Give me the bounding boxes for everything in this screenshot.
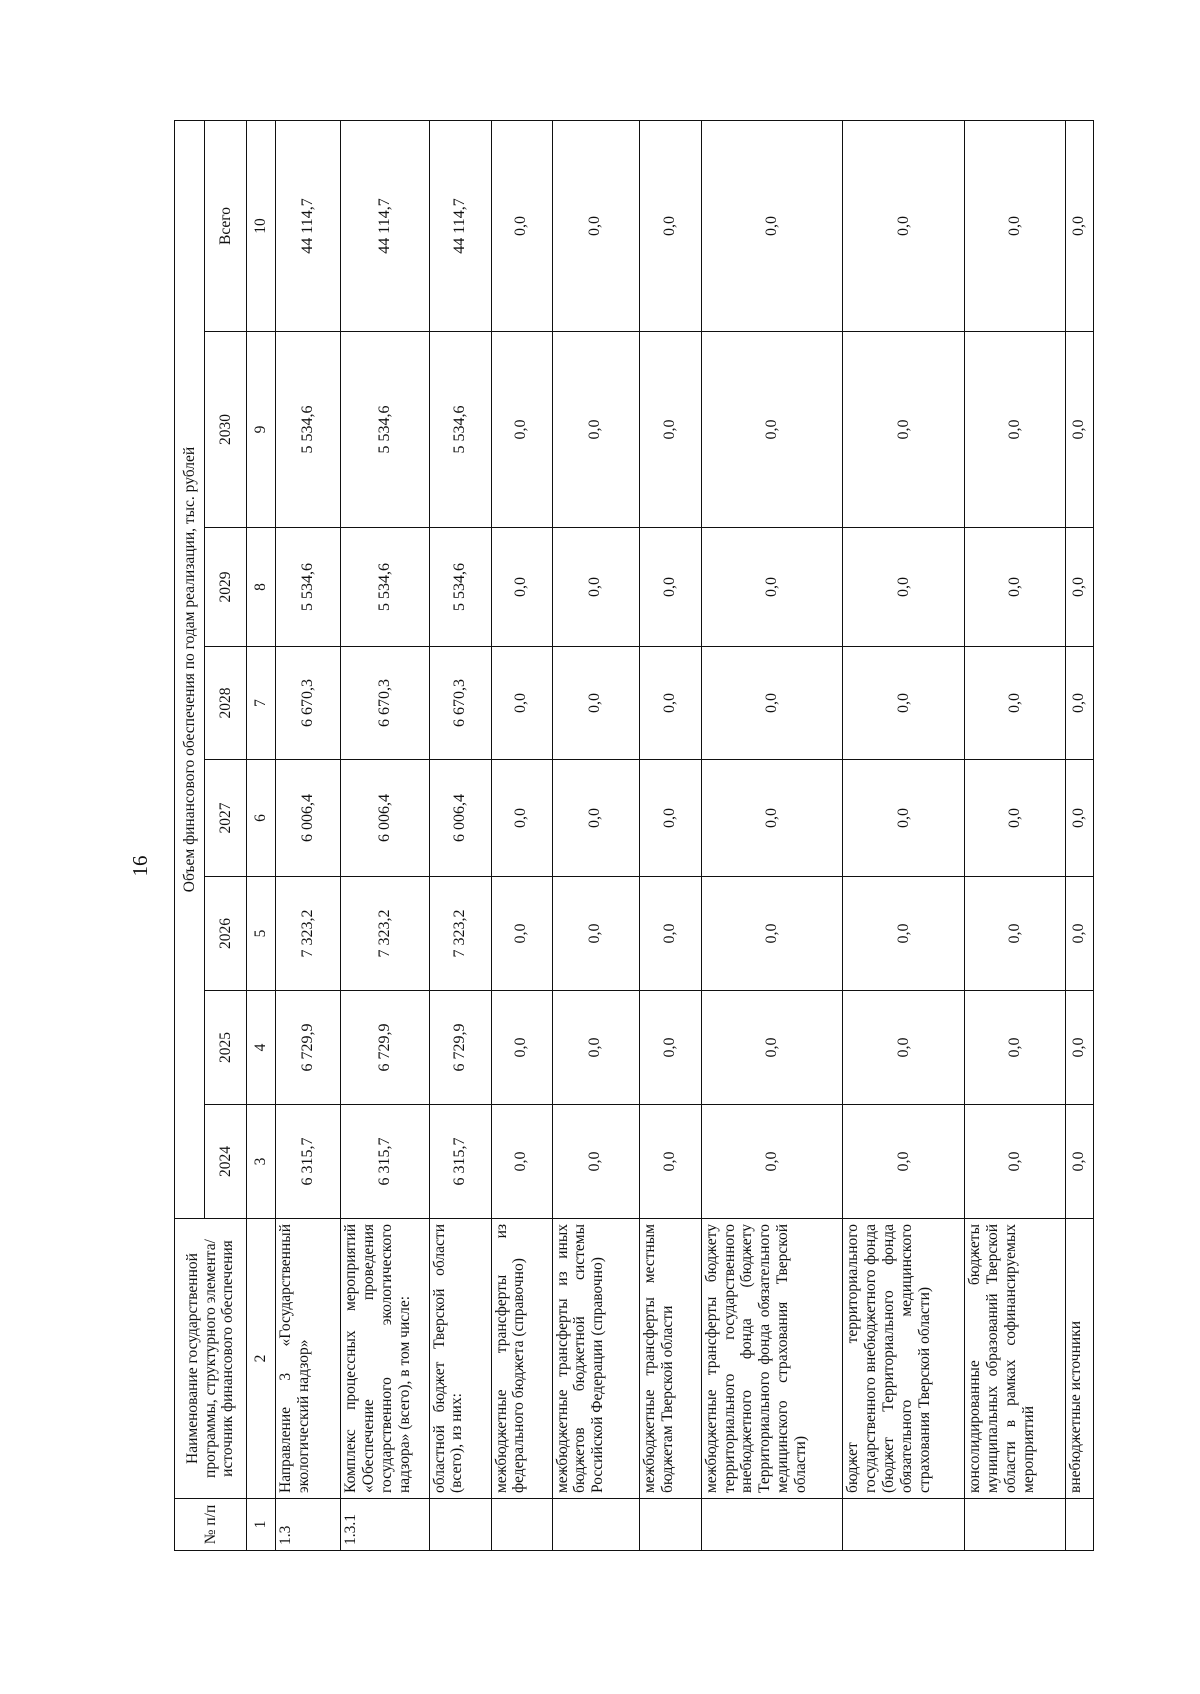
cell-value: 5 534,6: [429, 332, 491, 528]
cell-value: 0,0: [552, 528, 639, 647]
header-year: 2025: [205, 991, 247, 1105]
row-name: Комплекс процессных мероприятий «Обеспечение проведения государственного экологического надзора» (всего), в том числе:: [341, 1219, 429, 1499]
row-name: Направление 3 «Государственный экологический надзор»: [276, 1219, 341, 1499]
cell-total: 0,0: [965, 121, 1065, 332]
cell-value: 5 534,6: [341, 528, 429, 647]
row-name: межбюджетные трансферты из федерального бюджета (справочно): [491, 1219, 552, 1499]
row-number: [429, 1499, 491, 1551]
column-number: 4: [247, 991, 276, 1105]
cell-value: 6 315,7: [276, 1105, 341, 1219]
cell-value: 0,0: [965, 528, 1065, 647]
cell-value: 0,0: [491, 1105, 552, 1219]
cell-value: 0,0: [1065, 332, 1093, 528]
cell-value: 0,0: [843, 332, 965, 528]
cell-value: 0,0: [843, 528, 965, 647]
cell-total: 0,0: [639, 121, 701, 332]
cell-value: 5 534,6: [341, 332, 429, 528]
header-year: 2030: [205, 332, 247, 528]
column-numbers-row: [247, 121, 276, 1551]
table-row: [341, 121, 429, 1551]
header-col-no: № п/п: [175, 1499, 247, 1551]
table-container: [174, 121, 1094, 1551]
cell-value: 5 534,6: [276, 528, 341, 647]
cell-value: 0,0: [552, 991, 639, 1105]
table-row: [843, 121, 965, 1551]
column-number: 2: [247, 1219, 276, 1499]
row-number: [965, 1499, 1065, 1551]
cell-value: 0,0: [701, 528, 843, 647]
table-row: [639, 121, 701, 1551]
row-number: [1065, 1499, 1093, 1551]
row-name: областной бюджет Тверской области (всего), из них:: [429, 1219, 491, 1499]
header-group-title: Объем финансового обеспечения по годам реализации, тыс. рублей: [175, 121, 205, 1219]
cell-value: 0,0: [491, 647, 552, 760]
row-number: [639, 1499, 701, 1551]
cell-value: 0,0: [1065, 528, 1093, 647]
cell-value: 0,0: [701, 1105, 843, 1219]
cell-value: 6 006,4: [276, 760, 341, 877]
row-name: внебюджетные источники: [1065, 1219, 1093, 1499]
cell-total: 44 114,7: [429, 121, 491, 332]
row-name: консолидированные бюджеты муниципальных образований Тверской области в рамках софинансируемых мероприятий: [965, 1219, 1065, 1499]
header-col-name: Наименование государственной программы, структурного элемента/источник финансового обеспечения: [175, 1219, 247, 1499]
cell-value: 0,0: [1065, 877, 1093, 991]
header-year: 2028: [205, 647, 247, 760]
cell-value: 0,0: [639, 760, 701, 877]
row-number: 1.3.1: [341, 1499, 429, 1551]
cell-value: 0,0: [843, 1105, 965, 1219]
column-number: 3: [247, 1105, 276, 1219]
cell-value: 6 315,7: [429, 1105, 491, 1219]
cell-value: 7 323,2: [276, 877, 341, 991]
cell-value: 0,0: [639, 1105, 701, 1219]
cell-total: 44 114,7: [341, 121, 429, 332]
cell-value: 7 323,2: [429, 877, 491, 991]
cell-value: 6 006,4: [341, 760, 429, 877]
cell-value: 0,0: [639, 991, 701, 1105]
cell-value: 0,0: [843, 647, 965, 760]
cell-total: 44 114,7: [276, 121, 341, 332]
header-year: 2029: [205, 528, 247, 647]
cell-value: 0,0: [639, 647, 701, 760]
table-row: [965, 121, 1065, 1551]
cell-value: 0,0: [965, 991, 1065, 1105]
table-body: [276, 121, 1094, 1551]
row-number: 1.3: [276, 1499, 341, 1551]
cell-value: 6 729,9: [429, 991, 491, 1105]
cell-value: 5 534,6: [429, 528, 491, 647]
cell-total: 0,0: [552, 121, 639, 332]
cell-value: 0,0: [701, 991, 843, 1105]
column-number: 5: [247, 877, 276, 991]
cell-value: 0,0: [965, 332, 1065, 528]
column-number: 7: [247, 647, 276, 760]
header-year: 2026: [205, 877, 247, 991]
cell-total: 0,0: [491, 121, 552, 332]
cell-value: 0,0: [491, 332, 552, 528]
rotated-table-frame: [174, 121, 1094, 1551]
column-number: 6: [247, 760, 276, 877]
row-name: бюджет территориального государственного внебюджетного фонда (бюджет Территориального фонда обязательного медицинского страхования Тверской области): [843, 1219, 965, 1499]
column-number: 10: [247, 121, 276, 332]
cell-value: 0,0: [701, 877, 843, 991]
cell-value: 0,0: [1065, 760, 1093, 877]
cell-value: 0,0: [639, 528, 701, 647]
cell-value: 6 670,3: [429, 647, 491, 760]
cell-value: 0,0: [1065, 991, 1093, 1105]
financing-table: [174, 120, 1094, 1551]
header-year: 2024: [205, 1105, 247, 1219]
cell-value: 6 315,7: [341, 1105, 429, 1219]
cell-total: 0,0: [701, 121, 843, 332]
row-number: [552, 1499, 639, 1551]
row-number: [491, 1499, 552, 1551]
cell-value: 6 670,3: [341, 647, 429, 760]
row-name: межбюджетные трансферты бюджету территориального государственного внебюджетного фонда (бюджету Территориального фонда обязательного медицинского страхования Тверской области): [701, 1219, 843, 1499]
cell-value: 6 729,9: [341, 991, 429, 1105]
cell-value: 0,0: [1065, 647, 1093, 760]
table-row: [429, 121, 491, 1551]
cell-value: 0,0: [1065, 1105, 1093, 1219]
page-number: 16: [128, 855, 152, 877]
cell-value: 0,0: [639, 332, 701, 528]
cell-value: 0,0: [552, 760, 639, 877]
cell-value: 0,0: [965, 877, 1065, 991]
row-name: межбюджетные трансферты из иных бюджетов бюджетной системы Российской Федерации (справочно): [552, 1219, 639, 1499]
header-total: Всего: [205, 121, 247, 332]
cell-value: 0,0: [701, 760, 843, 877]
cell-value: 0,0: [552, 332, 639, 528]
cell-value: 0,0: [491, 877, 552, 991]
cell-value: 0,0: [552, 1105, 639, 1219]
cell-value: 5 534,6: [276, 332, 341, 528]
cell-total: 0,0: [1065, 121, 1093, 332]
column-number: 1: [247, 1499, 276, 1551]
cell-value: 0,0: [843, 760, 965, 877]
header-year: 2027: [205, 760, 247, 877]
table-row: [552, 121, 639, 1551]
row-number: [843, 1499, 965, 1551]
cell-value: 6 006,4: [429, 760, 491, 877]
table-row: [491, 121, 552, 1551]
row-number: [701, 1499, 843, 1551]
cell-value: 0,0: [552, 647, 639, 760]
cell-value: 0,0: [965, 1105, 1065, 1219]
cell-value: 0,0: [491, 760, 552, 877]
cell-value: 0,0: [843, 991, 965, 1105]
cell-value: 0,0: [701, 647, 843, 760]
table-row: [276, 121, 341, 1551]
cell-total: 0,0: [843, 121, 965, 332]
column-number: 8: [247, 528, 276, 647]
row-name: межбюджетные трансферты местным бюджетам Тверской области: [639, 1219, 701, 1499]
cell-value: 0,0: [552, 877, 639, 991]
cell-value: 0,0: [965, 760, 1065, 877]
cell-value: 0,0: [843, 877, 965, 991]
cell-value: 6 729,9: [276, 991, 341, 1105]
cell-value: 0,0: [701, 332, 843, 528]
cell-value: 0,0: [965, 647, 1065, 760]
cell-value: 0,0: [491, 991, 552, 1105]
cell-value: 0,0: [491, 528, 552, 647]
cell-value: 6 670,3: [276, 647, 341, 760]
table-row: [701, 121, 843, 1551]
cell-value: 0,0: [639, 877, 701, 991]
column-number: 9: [247, 332, 276, 528]
cell-value: 7 323,2: [341, 877, 429, 991]
table-row: [1065, 121, 1093, 1551]
